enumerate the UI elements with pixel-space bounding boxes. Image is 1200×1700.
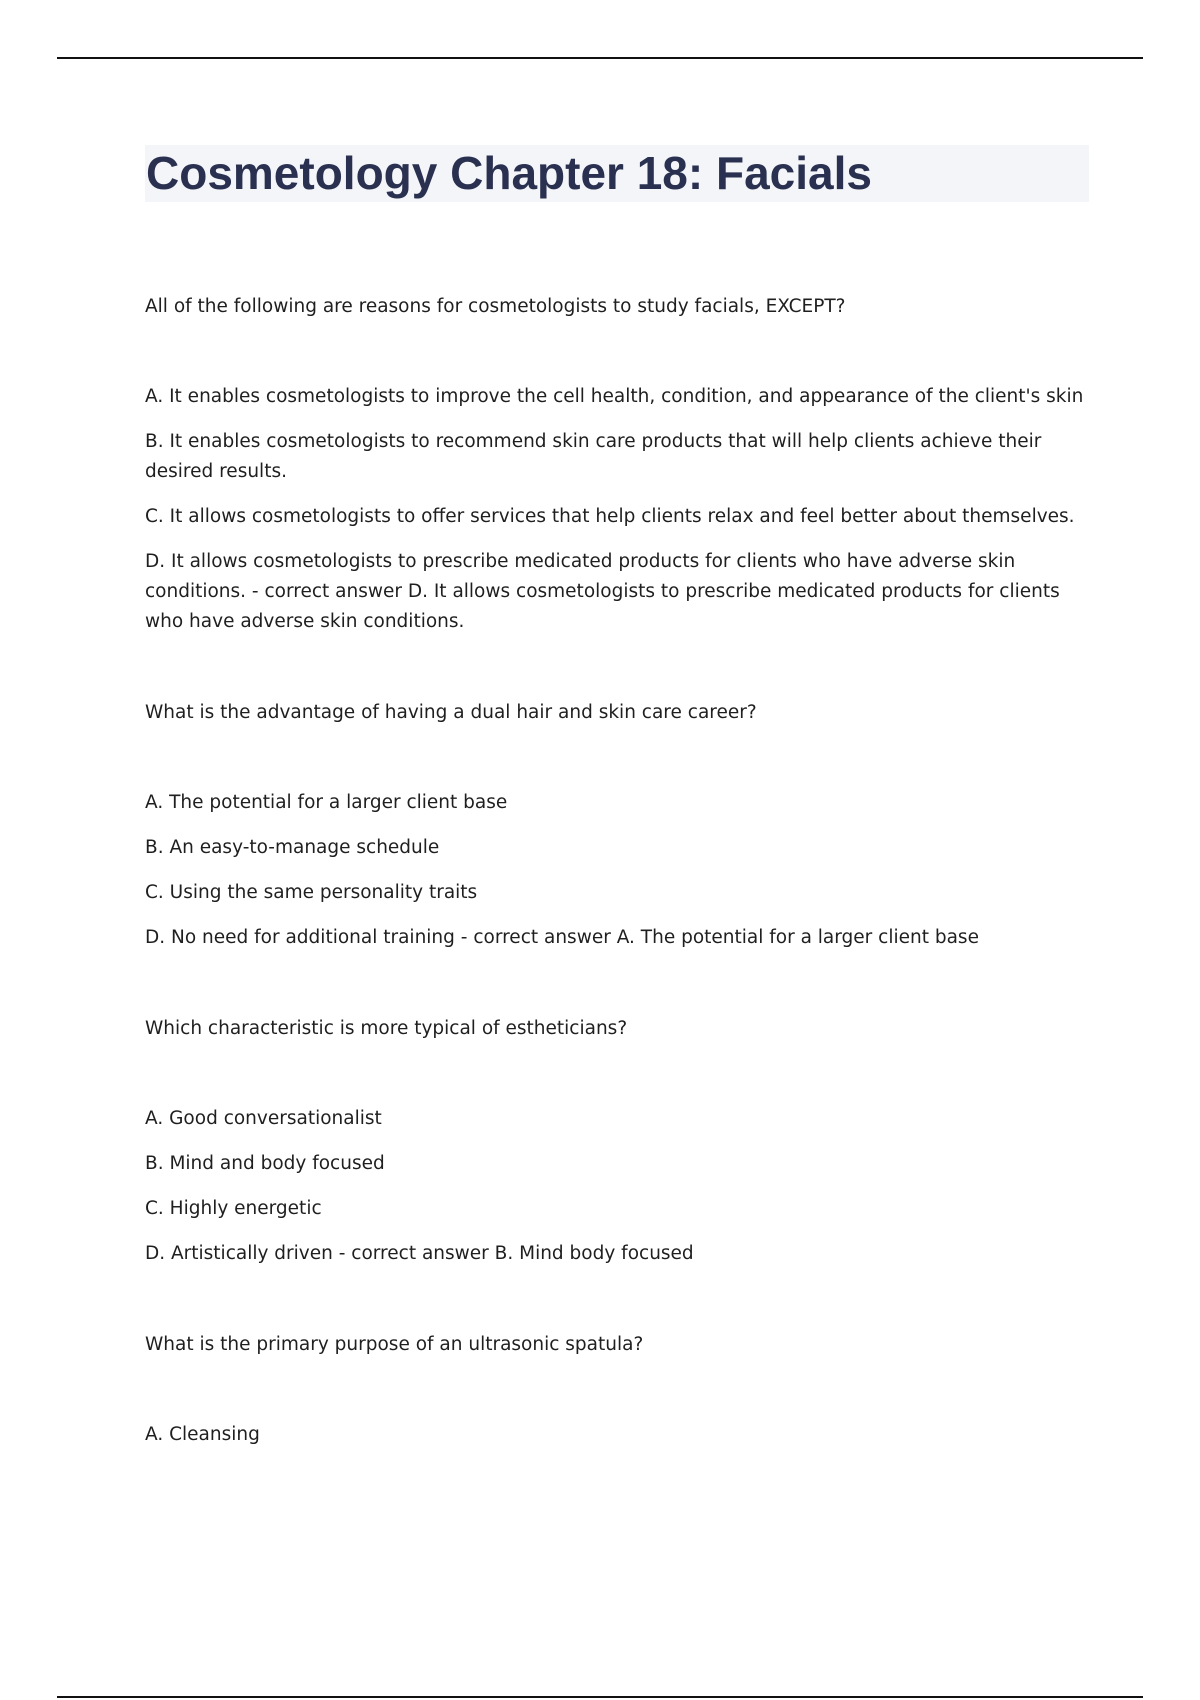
answer-option: C. Highly energetic — [145, 1198, 322, 1219]
answer-option: B. It enables cosmetologists to recommend skin care products that will help clients achieve their desired results. — [145, 431, 1042, 482]
answer-option: B. Mind and body focused — [145, 1153, 385, 1174]
question-block — [145, 1014, 1090, 1269]
answer-options — [145, 1104, 1090, 1269]
question-block — [145, 292, 1090, 637]
answer-option: A. Cleansing — [145, 1424, 260, 1445]
answer-option: D. It allows cosmetologists to prescribe medicated products for clients who have adverse skin conditions. - correct answer D. It allows cosmetologists to prescribe medicated products for clients who have adverse skin conditions. — [145, 551, 1060, 632]
answer-options — [145, 788, 1090, 953]
answer-option: A. Good conversationalist — [145, 1108, 382, 1129]
page-title: Cosmetology Chapter 18: Facials — [146, 147, 872, 199]
question-block — [145, 698, 1090, 953]
question-block — [145, 1330, 1090, 1450]
answer-option: C. Using the same personality traits — [145, 882, 478, 903]
question-text: Which characteristic is more typical of estheticians? — [145, 1018, 628, 1039]
bottom-rule — [57, 1696, 1143, 1698]
answer-option: A. The potential for a larger client base — [145, 792, 508, 813]
answer-option: B. An easy-to-manage schedule — [145, 837, 440, 858]
answer-options — [145, 382, 1090, 637]
question-text: What is the advantage of having a dual hair and skin care career? — [145, 702, 757, 723]
top-rule — [57, 57, 1143, 59]
answer-option: C. It allows cosmetologists to offer services that help clients relax and feel better about themselves. — [145, 506, 1075, 527]
answer-options — [145, 1420, 1090, 1450]
answer-option: D. No need for additional training - correct answer A. The potential for a larger client base — [145, 927, 979, 948]
question-text: All of the following are reasons for cosmetologists to study facials, EXCEPT? — [145, 296, 846, 317]
question-text: What is the primary purpose of an ultrasonic spatula? — [145, 1334, 644, 1355]
answer-option: A. It enables cosmetologists to improve the cell health, condition, and appearance of the client's skin — [145, 386, 1084, 407]
answer-option: D. Artistically driven - correct answer B. Mind body focused — [145, 1243, 694, 1264]
question-list — [145, 292, 1090, 1450]
